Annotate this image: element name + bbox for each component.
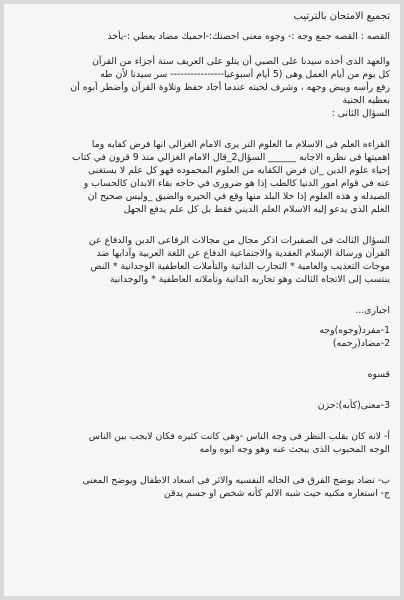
paragraph2-line: العلم الذي يدعو إليه الاسلام العلم الديني فقط بل كل علم يدفع الجهل (123, 204, 390, 215)
paragraph1-line: بعطيه الجنية (342, 95, 390, 106)
answer-qaswa: قسوه (367, 369, 390, 380)
exam-document (4, 4, 400, 596)
paragraph3-line: موجات التعذيب والعامية * التجارب الذاتية والتأملات العاطفية الوجدانية * النص (90, 261, 390, 272)
answer-jim: ج- استعاره مكنيه حيث شبه الالم كأنه شخص او جسم يدقن (164, 488, 390, 499)
answer-2: 2-مضاد(رحمه) (332, 338, 390, 349)
paragraph1-line: رفع رأسه وبيض وجهه ، وشرف لحيته عندما أجاد حفظ وتلاوة القرآن وأضطر أبوه أن (70, 82, 390, 93)
answers-label: اجبارى... (355, 305, 390, 316)
paragraph3-line: السؤال الثالث فى الصفيرات اذكر مجال من مجالات الرفاعى الدين والدفاع عن (88, 235, 390, 246)
answer-1: 1-مفرد(وجوه)وجه (319, 325, 390, 336)
paragraph2-line: القراءه العلم فى الاسلام ما العلوم التر يرى الامام الغزالى انها فرض كفايه وما (91, 139, 390, 150)
paragraph3-line: ينتسب إلى الاتجاه الثالث وهو تجاربه الذاتية وتأملاته العاطفية * والوجدانية (109, 274, 390, 285)
answer-ba: ب- تضاد يوضح الفرق فى الحاله النفسيه والاثر فى اسعاد الاطفال ويوضح المعنى (82, 475, 390, 486)
paragraph2-line: عنه في قوام امور الدنيا كالطب إذا هو ضرورى في حاجه بقاء الابدان كالحساب و (83, 178, 390, 189)
question2-label: السؤال الثانى : (331, 108, 390, 119)
paragraph2-line: الصيدله و هذه العلوم إذا خلا البلد منها وقع في الحيره والضيق _وليس صحيح ان (87, 191, 390, 202)
paragraph3-line: القرآن ورسالة الإسلام العقدية والاجتماعية الدفاع عن اللغة العربية وآدابها ضد (96, 248, 390, 259)
paragraph1-line: والعهد الذى أخذه سيدنا على الصبي أن يتلو على العريف ستة أجزاء من القرآن (92, 56, 390, 67)
paragraph2-line: إحياء علوم الدين _ان فرض الكفايه من العلوم المحموده فهو كل علم لا يستغنى (88, 165, 390, 176)
paragraph2-line: اهميتها فى نظره الاجابه ______ السؤال2_قال الامام الغزالي منذ 9 قرون في كتاب (71, 152, 390, 163)
document-title: تجميع الامتحان بالترتيب (293, 11, 390, 22)
answer-alif-line: الوجه المحبوب الذى يبحث عنه وهو وجه ابوه وامه (199, 444, 390, 455)
answer-3: 3-معنى(كأبه):حزن (317, 400, 390, 411)
answer-alif-line: أ- لانه كان يقلب النظر فى وجه الناس -وهى كانت كثيره فكان لايجب بين الناس (88, 431, 390, 442)
paragraph1-line: كل يوم من أيام العمل وهى (5 أيام أسبوعيا---------------- سر سيدنا لأن طه (100, 69, 390, 80)
question1-line: القصه : القصه جمع وجه :- وجوه معنى احصنك:-احميك مضاد يعطي :-يأخذ (107, 31, 390, 42)
